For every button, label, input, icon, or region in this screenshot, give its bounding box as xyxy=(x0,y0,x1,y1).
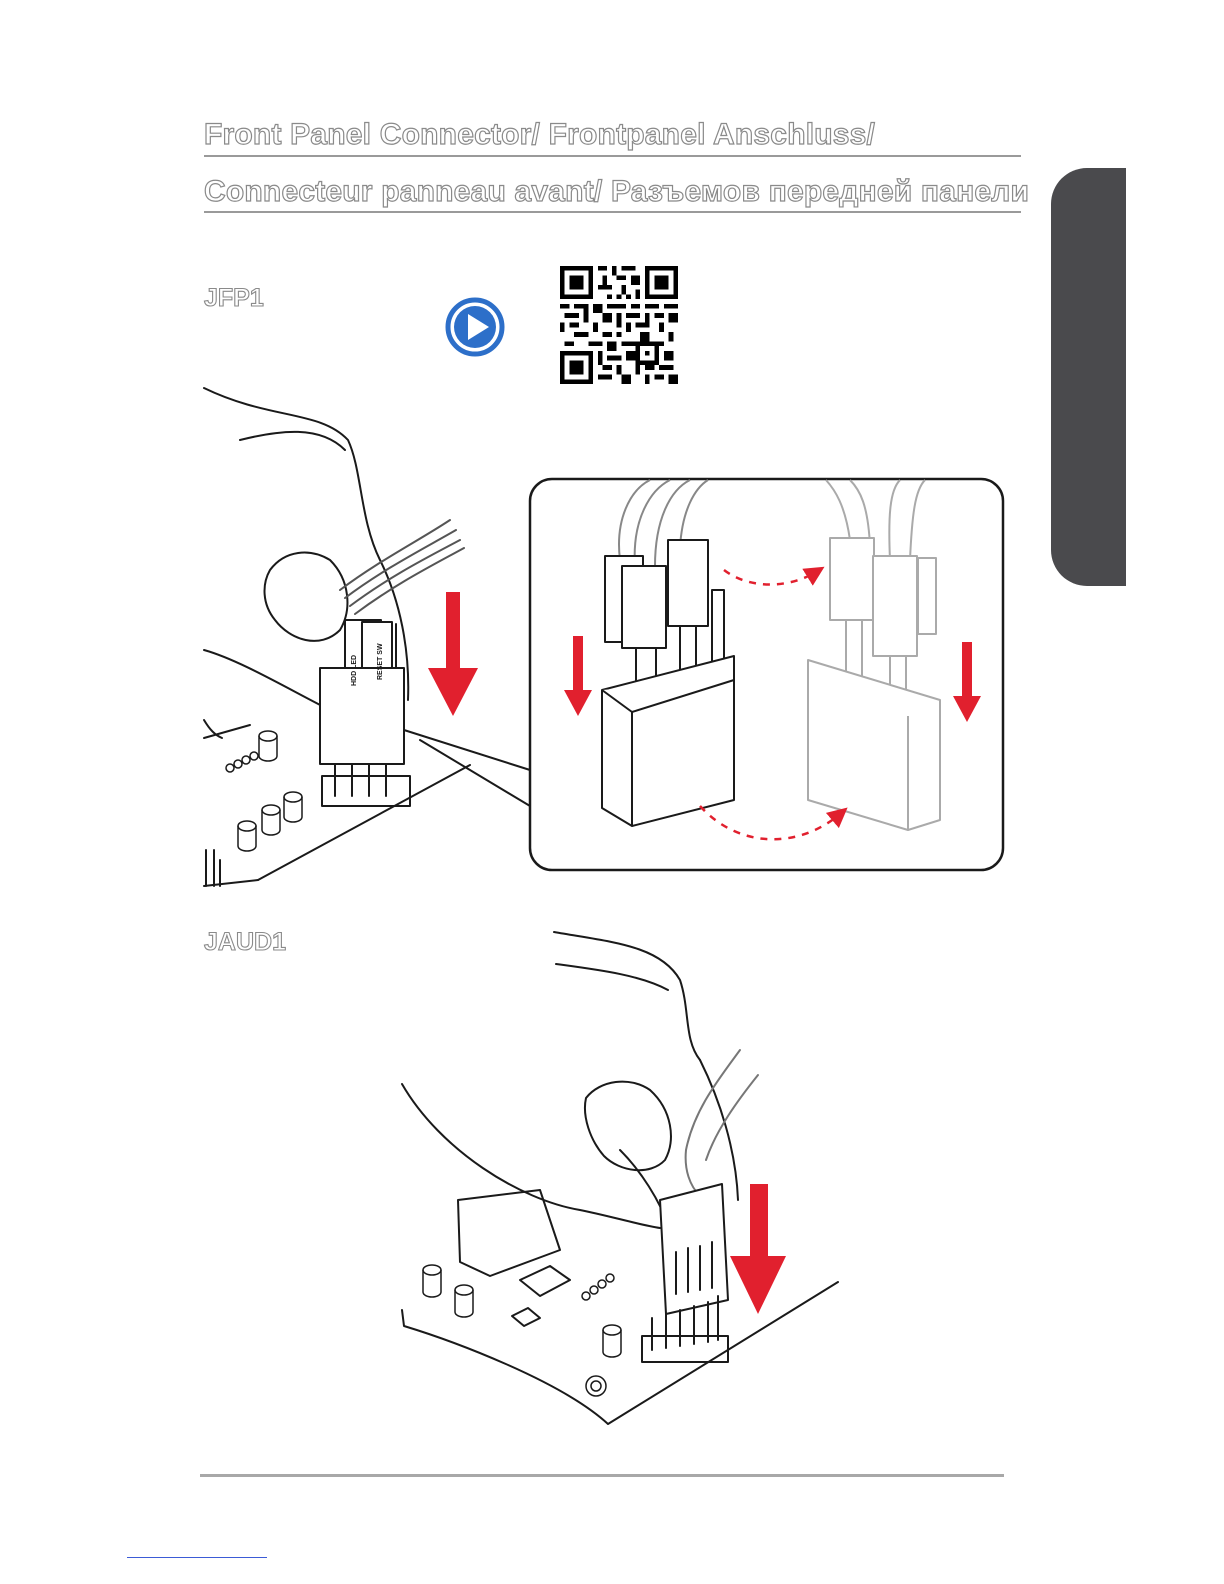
insert-arrow-jaud1 xyxy=(730,1184,786,1314)
jfp1-illustration xyxy=(204,388,530,886)
footer-link-underline xyxy=(127,1557,267,1558)
section-label-jfp1: JFP1 xyxy=(204,284,264,312)
section-label-jaud1: JAUD1 xyxy=(204,928,286,956)
hdd-led-label: HDD LED xyxy=(351,654,358,686)
insert-arrow-jfp1 xyxy=(428,592,478,716)
page-title-line-1: Front Panel Connector/ Frontpanel Anschluss/ xyxy=(204,118,876,151)
jaud1-illustration xyxy=(402,932,838,1424)
reset-sw-label: RESET SW xyxy=(377,643,384,680)
footer-divider xyxy=(200,1474,1004,1477)
page-title-line-2: Connecteur panneau avant/ Разъемов передней панели xyxy=(204,175,1030,208)
